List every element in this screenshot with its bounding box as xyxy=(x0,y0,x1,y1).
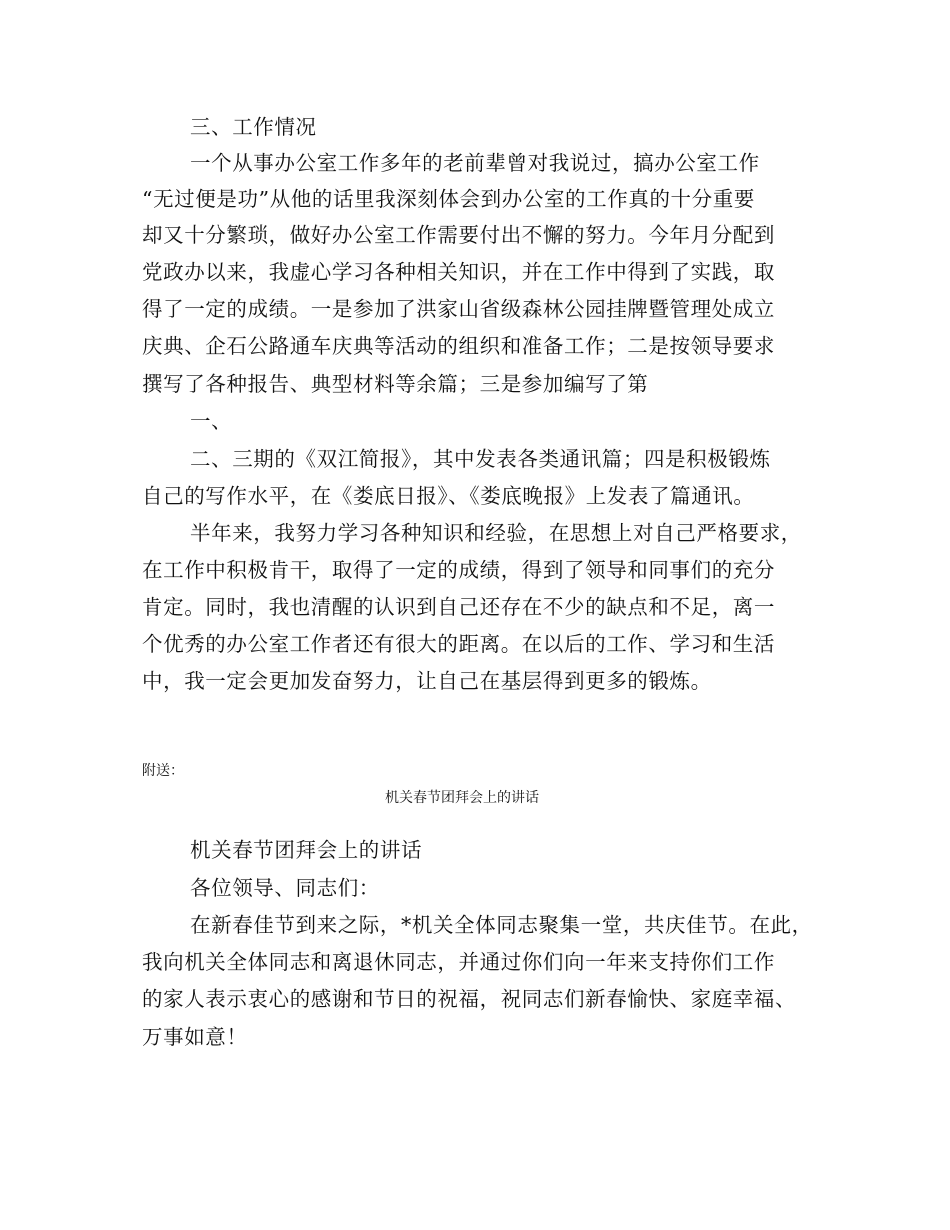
speech-salutation: 各位领导、同志们： xyxy=(190,876,380,900)
paragraph-line: 得了一定的成绩。一是参加了洪家山省级森林公园挂牌暨管理处成立 xyxy=(142,297,775,321)
paragraph-line: 自己的写作水平，在《娄底日报》、《娄底晚报》上发表了篇通讯。 xyxy=(142,484,755,508)
paragraph-line: 一个从事办公室工作多年的老前辈曾对我说过，搞办公室工作 xyxy=(190,151,760,175)
paragraph-line: 万事如意！ xyxy=(142,1025,248,1049)
section-heading: 三、工作情况 xyxy=(190,115,317,139)
paragraph-line: 党政办以来，我虚心学习各种相关知识，并在工作中得到了实践，取 xyxy=(142,260,775,284)
paragraph-line: 个优秀的办公室工作者还有很大的距离。在以后的工作、学习和生活 xyxy=(142,632,775,656)
paragraph-line: 我向机关全体同志和离退休同志，并通过你们向一年来支持你们工作 xyxy=(142,950,775,974)
paragraph-line: 却又十分繁琐，做好办公室工作需要付出不懈的努力。今年月分配到 xyxy=(142,223,775,247)
paragraph-line: 半年来，我努力学习各种知识和经验，在思想上对自己严格要求， xyxy=(190,521,802,545)
paragraph-line: 二、三期的《双江简报》，其中发表各类通讯篇；四是积极锻炼 xyxy=(190,447,771,471)
paragraph-line: 在工作中积极肯干，取得了一定的成绩，得到了领导和同事们的充分 xyxy=(142,558,775,582)
paragraph-line: 在新春佳节到来之际，*机关全体同志聚集一堂，共庆佳节。在此， xyxy=(190,913,813,937)
appendix-title: 机关春节团拜会上的讲话 xyxy=(385,790,539,806)
speech-title: 机关春节团拜会上的讲话 xyxy=(190,838,423,862)
paragraph-line: “无过便是功”从他的话里我深刻体会到办公室的工作真的十分重要 xyxy=(142,187,755,211)
paragraph-line: 一、 xyxy=(190,409,233,433)
paragraph-line: 肯定。同时，我也清醒的认识到自己还存在不少的缺点和不足，离一 xyxy=(142,595,775,619)
appendix-label: 附送： xyxy=(142,763,184,779)
paragraph-line: 的家人表示衷心的感谢和节日的祝福，祝同志们新春愉快、家庭幸福、 xyxy=(142,987,797,1011)
paragraph-line: 中，我一定会更加发奋努力，让自己在基层得到更多的锻炼。 xyxy=(142,669,712,693)
paragraph-line: 撰写了各种报告、典型材料等余篇；三是参加编写了第 xyxy=(142,372,649,396)
paragraph-line: 庆典、企石公路通车庆典等活动的组织和准备工作；二是按领导要求 xyxy=(142,334,775,358)
